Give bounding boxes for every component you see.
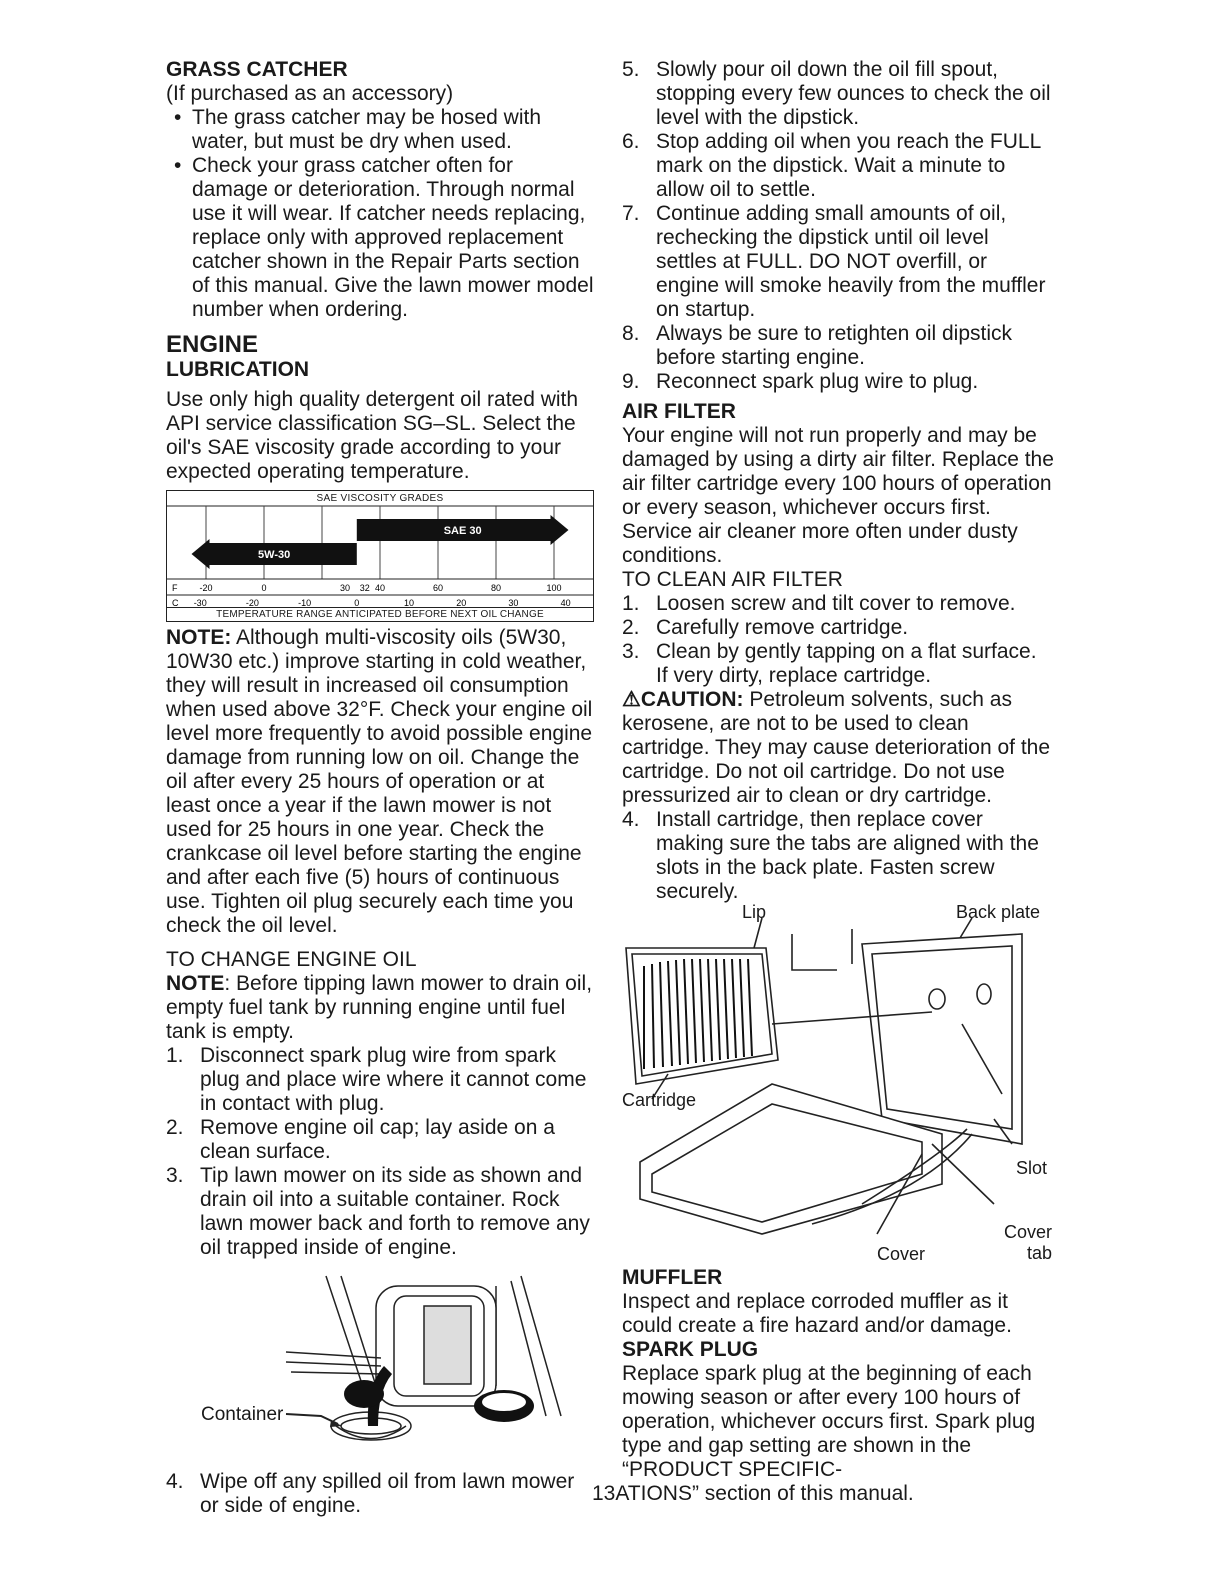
spark-plug-text: Replace spark plug at the beginning of each mowing season or after every 100 hours of operation, whichever occurs first. Spark plug type and gap setting are shown in the “PRODUCT SPECIFIC- <box>622 1362 1036 1481</box>
list-item <box>166 1164 594 1260</box>
step-number: 3. <box>622 640 640 663</box>
list-item <box>622 322 1054 370</box>
caution-paragraph <box>622 688 1054 808</box>
step-text: Continue adding small amounts of oil, rechecking the dipstick until oil level settles at FULL. DO NOT overfill, or engine will smoke heavily from the muffler on startup. <box>656 202 1046 321</box>
step-number: 1. <box>622 592 640 615</box>
series-label: SAE 30 <box>443 525 482 537</box>
list-item <box>622 58 1054 130</box>
step-text: Always be sure to retighten oil dipstick before starting engine. <box>656 322 1013 369</box>
f-tick-label: 60 <box>432 583 444 593</box>
cover-tab-label: Cover tab <box>1003 1222 1052 1263</box>
container-label: Container <box>201 1404 284 1425</box>
step-text: Slowly pour oil down the oil fill spout, stopping every few ounces to check the oil level with the dipstick. <box>656 58 1051 129</box>
step-number: 3. <box>166 1164 184 1187</box>
note-label: NOTE: <box>166 626 232 649</box>
step-text: Wipe off any spilled oil from lawn mower or side of engine. <box>200 1470 575 1517</box>
step-number: 4. <box>166 1470 184 1493</box>
change-oil-steps <box>166 1044 594 1260</box>
grass-catcher-heading: GRASS CATCHER <box>166 58 348 81</box>
chart-footer: TEMPERATURE RANGE ANTICIPATED BEFORE NEXT OIL CHANGE <box>167 607 593 620</box>
page-number: 13 <box>592 1482 616 1505</box>
lubrication-heading: LUBRICATION <box>166 358 310 381</box>
engine-heading: ENGINE <box>166 331 259 358</box>
step-text: Tip lawn mower on its side as shown and drain oil into a suitable container. Rock lawn mower back and forth to remove any oil trapped inside of engine. <box>200 1164 590 1259</box>
c-axis-label: C <box>172 598 179 608</box>
list-item <box>622 808 1054 904</box>
step-text: Stop adding oil when you reach the FULL mark on the dipstick. Wait a minute to allow oil to settle. <box>656 130 1041 201</box>
c-tick-label: 30 <box>508 598 519 608</box>
step-text: Install cartridge, then replace cover making sure the tabs are aligned with the slots in the back plate. Fasten screw securely. <box>656 808 1039 903</box>
step-text: Disconnect spark plug wire from spark plug and place wire where it cannot come in contact with plug. <box>200 1044 587 1115</box>
note2-text: : Before tipping lawn mower to drain oil, empty fuel tank by running engine until fuel tank is empty. <box>166 972 593 1043</box>
air-filter-heading: AIR FILTER <box>622 400 736 423</box>
list-item <box>622 202 1054 322</box>
clean-air-filter-step-4 <box>622 808 1054 904</box>
c-tick-label: -30 <box>193 598 207 608</box>
caution-label: CAUTION: <box>640 688 744 711</box>
note2-paragraph <box>166 972 594 1044</box>
step-text: Carefully remove cartridge. <box>656 616 909 639</box>
step-text: Clean by gently tapping on a flat surface. If very dirty, replace cartridge. <box>656 640 1037 687</box>
air-filter-text: Your engine will not run properly and may be damaged by using a dirty air filter. Replace the air filter cartridge every 100 hours of operation or every season, whichever occurs first. Service air cleaner more often under dusty conditions. <box>622 424 1054 567</box>
c-tick-label: 10 <box>403 598 415 608</box>
c-tick-label: -10 <box>298 598 312 608</box>
step-number: 1. <box>166 1044 184 1067</box>
f-tick-label: 100 <box>546 583 562 593</box>
spark-plug-heading: SPARK PLUG <box>622 1338 759 1361</box>
c-tick-label: -20 <box>245 598 259 608</box>
note-paragraph <box>166 626 594 938</box>
c-tick-label: 40 <box>560 598 571 608</box>
change-oil-heading: TO CHANGE ENGINE OIL <box>166 948 417 971</box>
step-number: 4. <box>622 808 640 831</box>
f-tick-label: 0 <box>261 583 267 593</box>
spark-plug-tail-text: ATIONS” section of this manual. <box>615 1482 914 1505</box>
sae-viscosity-chart <box>166 490 594 622</box>
chart-title: SAE VISCOSITY GRADES <box>316 493 444 504</box>
left-column <box>166 58 594 1518</box>
list-item <box>622 616 1054 640</box>
note-text: Although multi-viscosity oils (5W30, 10W30 etc.) improve starting in cold weather, they will result in increased oil consumption when used above 32°F. Check your engine oil level more frequently to avoid possible engine damage from running low on oil. Change the oil after every 25 hours of operation or at least once a year if the lawn mower is not used for 25 hours in one year. Check the crankcase oil level before starting the engine and after each five (5) hours of continuous use. Tighten oil plug securely each time you check the oil level. <box>166 626 593 937</box>
clean-air-filter-steps <box>622 592 1054 688</box>
step-text: Reconnect spark plug wire to plug. <box>656 370 979 393</box>
slot-label: Slot <box>1016 1158 1048 1178</box>
caution-text: Petroleum solvents, such as kerosene, are not to be used to clean cartridge. They may cause deterioration of the cartridge. Do not oil cartridge. Do not use pressurized air to clean or dry cartridge. <box>622 688 1051 807</box>
bullet-item: • Check your grass catcher often for damage or deterioration. Through normal use it will wear. If catcher needs replacing, replace only with approved replacement catcher shown in the Repair Parts section of this manual. Give the lawn mower model number when ordering. <box>166 154 594 322</box>
grass-catcher-bullets <box>166 106 594 322</box>
step-number: 5. <box>622 58 640 81</box>
muffler-heading: MUFFLER <box>622 1266 723 1289</box>
right-column <box>592 58 1054 1506</box>
viscosity-chart-svg <box>167 491 593 621</box>
mower-tipped-drawing <box>166 1266 594 1462</box>
f-tick-label: -20 <box>199 583 213 593</box>
f-tick-label: 32 <box>359 583 370 593</box>
step-number: 8. <box>622 322 640 345</box>
step-number: 6. <box>622 130 640 153</box>
f-tick-label: 40 <box>374 583 386 593</box>
drain-oil-illustration <box>166 1266 594 1462</box>
warning-triangle-icon: ⚠ <box>622 688 641 711</box>
lubrication-text: Use only high quality detergent oil rated with API service classification SG–SL. Select the oil's SAE viscosity grade according to your expected operating temperature. <box>166 388 579 483</box>
change-oil-step-4 <box>166 1470 594 1518</box>
list-item <box>166 1116 594 1164</box>
list-item <box>166 1470 594 1518</box>
list-item <box>622 640 1054 688</box>
back-plate-label: Back plate <box>956 902 1041 922</box>
cartridge-label: Cartridge <box>622 1090 697 1110</box>
spark-plug-tail <box>592 1482 1054 1506</box>
change-oil-steps-continued <box>622 58 1054 394</box>
series-label: 5W-30 <box>258 549 291 561</box>
cover-label: Cover <box>877 1244 926 1264</box>
step-number: 2. <box>622 616 640 639</box>
f-axis-label: F <box>172 583 178 593</box>
step-text: Loosen screw and tilt cover to remove. <box>656 592 1016 615</box>
list-item <box>622 370 1054 394</box>
c-tick-label: 0 <box>354 598 360 608</box>
list-item <box>166 1044 594 1116</box>
c-tick-label: 20 <box>456 598 467 608</box>
step-number: 7. <box>622 202 640 225</box>
muffler-text: Inspect and replace corroded muffler as it could create a fire hazard and/or damage. <box>622 1290 1012 1337</box>
list-item <box>622 592 1054 616</box>
air-filter-illustration <box>622 904 1054 1276</box>
lip-label: Lip <box>742 902 767 922</box>
grass-catcher-subtitle: (If purchased as an accessory) <box>166 82 454 105</box>
step-text: Remove engine oil cap; lay aside on a clean surface. <box>200 1116 555 1163</box>
note2-label: NOTE <box>166 972 225 995</box>
bullet-item: • The grass catcher may be hosed with water, but must be dry when used. <box>166 106 594 154</box>
list-item <box>622 130 1054 202</box>
f-tick-label: 30 <box>339 583 351 593</box>
f-tick-label: 80 <box>490 583 502 593</box>
step-number: 9. <box>622 370 640 393</box>
step-number: 2. <box>166 1116 184 1139</box>
clean-air-filter-heading: TO CLEAN AIR FILTER <box>622 568 843 591</box>
